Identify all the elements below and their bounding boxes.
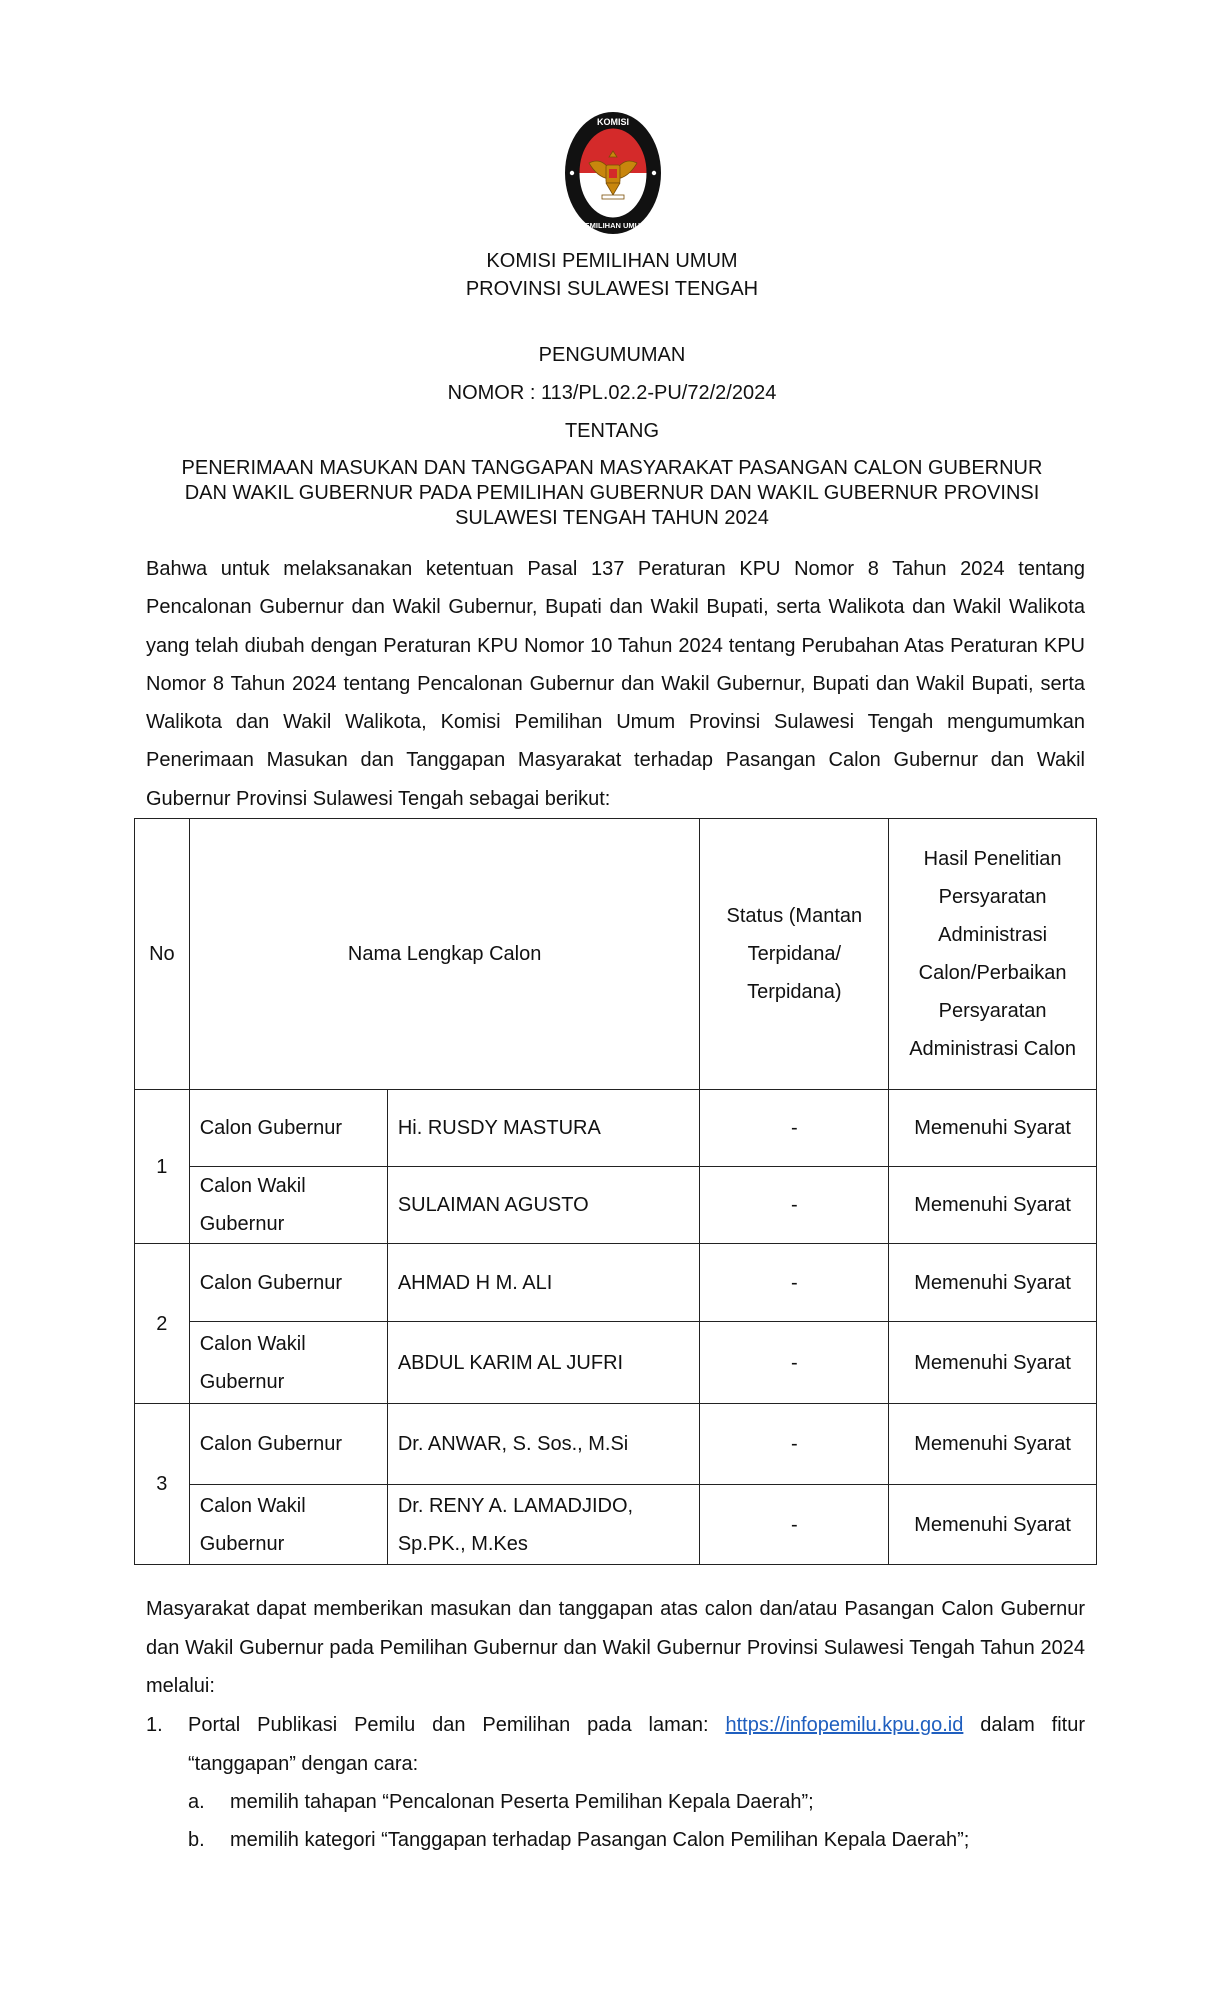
list-number: 1.	[146, 1714, 163, 1736]
sub-list-item-b	[188, 1821, 969, 1859]
kpu-logo-icon	[564, 111, 662, 235]
status-cell: -	[700, 1485, 889, 1565]
list-item-text-after: dalam fitur “tanggapan” dengan cara:	[188, 1714, 1085, 1775]
header-result: Hasil Penelitian Persyaratan Administrasi Calon/Perbaikan Persyaratan Administrasi Calon	[889, 819, 1097, 1090]
header-name: Nama Lengkap Calon	[189, 819, 700, 1090]
table-row	[135, 1090, 1097, 1167]
status-cell: -	[700, 1167, 889, 1244]
svg-text:KOMISI: KOMISI	[596, 117, 630, 127]
sub-list-letter: b.	[188, 1829, 205, 1851]
table-row	[135, 1167, 1097, 1244]
result-cell: Memenuhi Syarat	[889, 1167, 1097, 1244]
sub-list-text: memilih kategori “Tanggapan terhadap Pasangan Calon Pemilihan Kepala Daerah”;	[230, 1829, 970, 1851]
status-cell: -	[700, 1322, 889, 1404]
position-cell: Calon Wakil Gubernur	[189, 1167, 387, 1244]
name-cell: Dr. ANWAR, S. Sos., M.Si	[387, 1404, 700, 1485]
result-cell: Memenuhi Syarat	[889, 1090, 1097, 1167]
status-cell: -	[700, 1404, 889, 1485]
table-row	[135, 1322, 1097, 1404]
result-cell: Memenuhi Syarat	[889, 1404, 1097, 1485]
name-cell: Hi. RUSDY MASTURA	[387, 1090, 700, 1167]
sub-list-text: memilih tahapan “Pencalonan Peserta Pemilihan Kepala Daerah”;	[230, 1791, 814, 1813]
pair-number: 2	[135, 1244, 190, 1404]
intro-paragraph: Bahwa untuk melaksanakan ketentuan Pasal 137 Peraturan KPU Nomor 8 Tahun 2024 tentang Pencalonan Gubernur dan Wakil Gubernur, Bupati dan Wakil Bupati, serta Walikota dan Wakil Walikota yang telah diubah dengan Peraturan KPU Nomor 10 Tahun 2024 tentang Perubahan Atas Peraturan KPU Nomor 8 Tahun 2024 tentang Pencalonan Gubernur dan Wakil Gubernur, Bupati dan Wakil Bupati, serta Walikota dan Wakil Walikota, Komisi Pemilihan Umum Provinsi Sulawesi Tengah mengumumkan Penerimaan Masukan dan Tanggapan Masyarakat terhadap Pasangan Calon Gubernur dan Wakil Gubernur Provinsi Sulawesi Tengah sebagai berikut:	[146, 558, 1085, 810]
sub-list-letter: a.	[188, 1791, 205, 1813]
result-cell: Memenuhi Syarat	[889, 1322, 1097, 1404]
announcement-heading: PENGUMUMAN	[538, 344, 686, 366]
table-row	[135, 1244, 1097, 1322]
position-cell: Calon Wakil Gubernur	[189, 1322, 387, 1404]
document-number: NOMOR : 113/PL.02.2-PU/72/2/2024	[447, 382, 777, 404]
header-no: No	[135, 819, 190, 1090]
name-cell: Dr. RENY A. LAMADJIDO, Sp.PK., M.Kes	[387, 1485, 700, 1565]
position-cell: Calon Gubernur	[189, 1404, 387, 1485]
position-cell: Calon Gubernur	[189, 1244, 387, 1322]
organization-name: KOMISI PEMILIHAN UMUM	[486, 250, 738, 272]
candidate-table	[134, 818, 1097, 1565]
pair-number: 1	[135, 1090, 190, 1244]
channel-list-item-1	[146, 1706, 1085, 1783]
name-cell: AHMAD H M. ALI	[387, 1244, 700, 1322]
name-cell: ABDUL KARIM AL JUFRI	[387, 1322, 700, 1404]
name-cell: SULAIMAN AGUSTO	[387, 1167, 700, 1244]
sub-list-item-a	[188, 1783, 814, 1821]
list-item-text-before: Portal Publikasi Pemilu dan Pemilihan pada laman:	[188, 1714, 726, 1736]
result-cell: Memenuhi Syarat	[889, 1244, 1097, 1322]
pair-number: 3	[135, 1404, 190, 1565]
status-cell: -	[700, 1244, 889, 1322]
position-cell: Calon Wakil Gubernur	[189, 1485, 387, 1565]
result-cell: Memenuhi Syarat	[889, 1485, 1097, 1565]
table-header-row	[135, 819, 1097, 1090]
document-subject: PENERIMAAN MASUKAN DAN TANGGAPAN MASYARAKAT PASANGAN CALON GUBERNUR DAN WAKIL GUBERNUR PADA PEMILIHAN GUBERNUR DAN WAKIL GUBERNUR PROVINSI SULAWESI TENGAH TAHUN 2024	[181, 457, 1043, 529]
infopemilu-link[interactable]: https://infopemilu.kpu.go.id	[725, 1714, 964, 1736]
header-status: Status (Mantan Terpidana/ Terpidana)	[700, 819, 889, 1090]
status-cell: -	[700, 1090, 889, 1167]
svg-text:PEMILIHAN UMUM: PEMILIHAN UMUM	[579, 221, 647, 230]
table-row	[135, 1404, 1097, 1485]
list-item-body	[188, 1706, 1085, 1783]
organization-province: PROVINSI SULAWESI TENGAH	[465, 278, 759, 300]
about-heading: TENTANG	[564, 420, 660, 442]
table-row	[135, 1485, 1097, 1565]
position-cell: Calon Gubernur	[189, 1090, 387, 1167]
outro-paragraph: Masyarakat dapat memberikan masukan dan tanggapan atas calon dan/atau Pasangan Calon Gubernur dan Wakil Gubernur pada Pemilihan Gubernur dan Wakil Gubernur Provinsi Sulawesi Tengah Tahun 2024 melalui:	[146, 1598, 1085, 1697]
